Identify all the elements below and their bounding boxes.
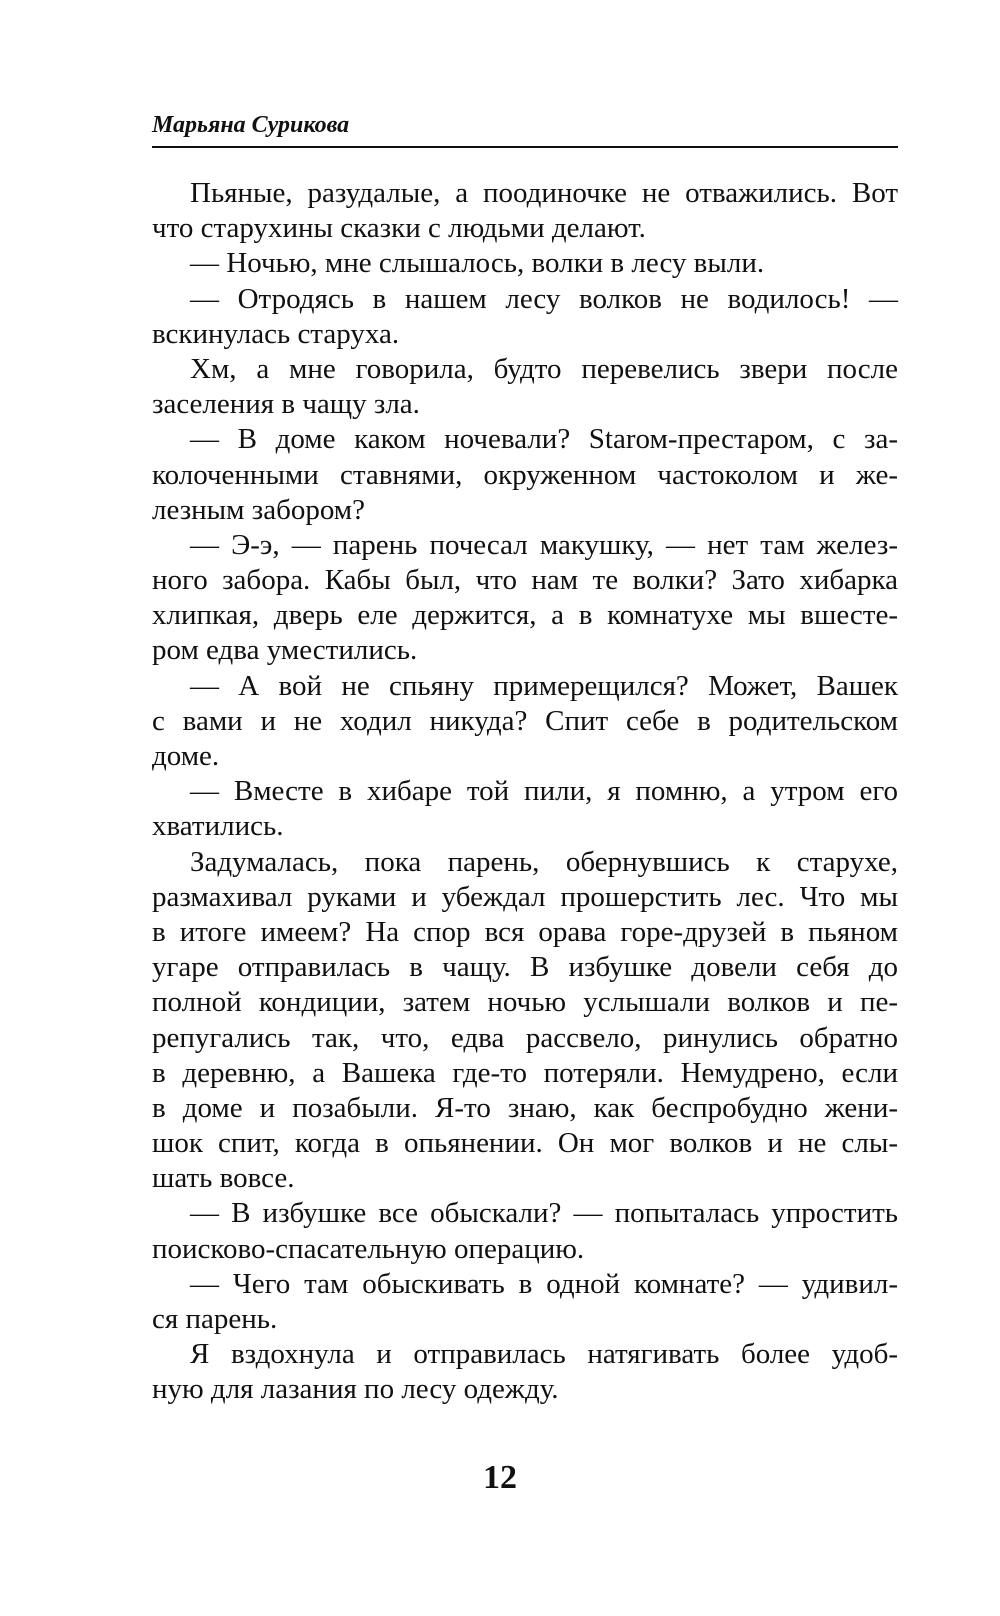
text-line: в итоге имеем? На спор вся орава горе-друзей в пьяном — [152, 915, 898, 948]
book-page — [152, 110, 898, 1408]
page-number: 12 — [483, 1459, 517, 1496]
text-line: колоченными ставнями, окруженном частоколом и же- — [152, 458, 898, 491]
text-line: угаре отправилась в чащу. В избушке довели себя до — [152, 951, 898, 984]
text-line: ного забора. Кабы был, что нам те волки? Зато хибарка — [152, 564, 898, 597]
text-line: поисково-спасательную операцию. — [152, 1232, 585, 1265]
text-line: лезным забором? — [152, 493, 366, 526]
text-line: — Чего там обыскивать в одной комнате? — удивил- — [190, 1267, 898, 1300]
text-line: ную для лазания по лесу одежду. — [152, 1373, 559, 1406]
text-line: — Вместе в хибаре той пили, я помню, а утром его — [190, 775, 898, 808]
text-line: с вами и не ходил никуда? Спит себе в родительском — [152, 704, 898, 737]
text-line: Хм, а мне говорила, будто перевелись звери после — [190, 352, 898, 385]
body-text — [152, 176, 898, 1408]
text-line: хлипкая, дверь еле держится, а в комнатухе мы вшесте- — [152, 599, 898, 632]
text-line: ром едва уместились. — [152, 634, 418, 667]
text-line: — В избушке все обыскали? — попыталась упростить — [190, 1197, 898, 1230]
text-line: в деревню, а Вашека где-то потеряли. Немудрено, если — [152, 1056, 898, 1089]
text-line: — А вой не спьяну примерещился? Может, Вашек — [190, 669, 898, 702]
text-line: — В доме каком ночевали? Starом-престаром, с за- — [190, 423, 898, 456]
text-line: хватились. — [152, 810, 284, 843]
text-line: заселения в чащу зла. — [152, 388, 420, 421]
text-line: — Отродясь в нашем лесу волков не водилось! — — [190, 282, 898, 315]
text-line: Я вздохнула и отправилась натягивать более удоб- — [190, 1338, 898, 1371]
text-line: что старухины сказки с людьми делают. — [152, 212, 646, 245]
text-line: репугались так, что, едва рассвело, ринулись обратно — [152, 1021, 898, 1054]
text-line: — Э-э, — парень почесал макушку, — нет там желез- — [190, 528, 898, 561]
text-line: ся парень. — [152, 1303, 278, 1335]
text-line: в доме и позабыли. Я-то знаю, как беспробудно жени- — [152, 1091, 898, 1124]
text-line: вскинулась старуха. — [152, 317, 400, 350]
text-line: Задумалась, пока парень, обернувшись к старухе, — [190, 845, 898, 878]
text-line: размахивал руками и убеждал прошерстить лес. Что мы — [152, 880, 898, 913]
text-line: Пьяные, разудалые, а поодиночке не отважились. Вот — [190, 177, 898, 209]
text-line: — Ночью, мне слышалось, волки в лесу выли. — [190, 247, 765, 280]
text-line: шок спит, когда в опьянении. Он мог волков и не слы- — [152, 1127, 898, 1160]
text-line: доме. — [152, 740, 220, 772]
running-head-author: Марьяна Сурикова — [152, 110, 898, 148]
text-line: полной кондиции, затем ночью услышали волков и пе- — [152, 986, 898, 1019]
text-line: шать вовсе. — [152, 1162, 295, 1195]
